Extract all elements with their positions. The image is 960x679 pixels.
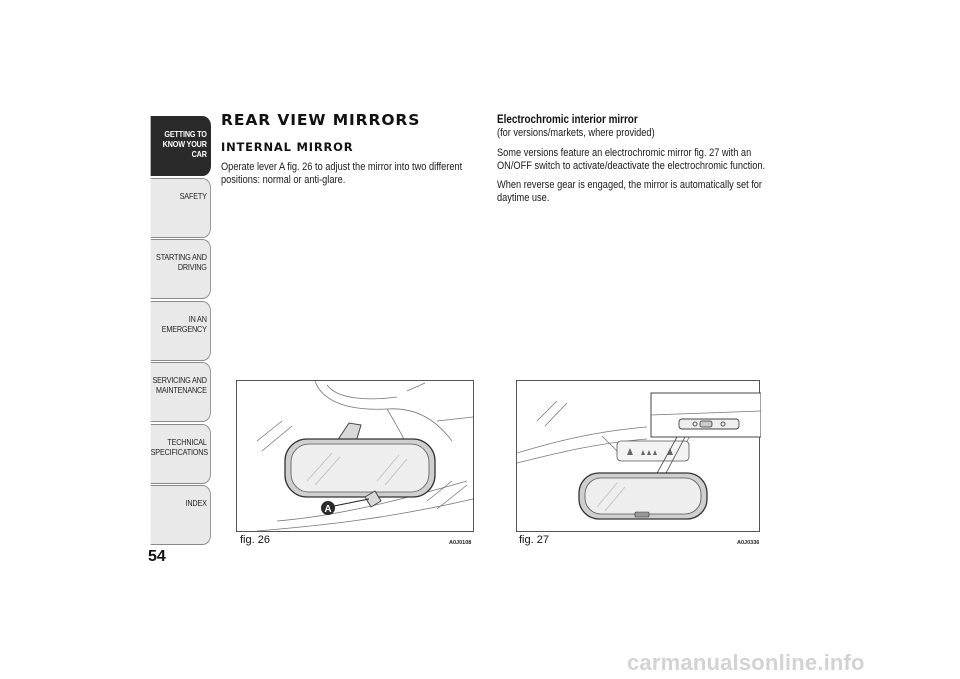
- tab-safety[interactable]: [151, 178, 211, 238]
- chapter-tabs: [140, 116, 211, 547]
- internal-mirror-paragraph: Operate lever A fig. 26 to adjust the mirror into two different positions: normal or anti-glare.: [221, 161, 463, 186]
- availability-note: (for versions/markets, where provided): [497, 127, 655, 139]
- tab-servicing-and-maintenance[interactable]: [151, 362, 211, 422]
- tab-label: GETTING TO KNOW YOUR CAR: [162, 129, 207, 159]
- figure-27-code: A0J0336: [737, 540, 760, 546]
- electrochromic-paragraph-1: Some versions feature an electrochromic mirror fig. 27 with an ON/OFF switch to activate/deactivate the electrochromic function.: [497, 147, 766, 172]
- figure-27-illustration: [516, 380, 760, 532]
- callout-a-text: A: [324, 504, 332, 515]
- figure-26-label: fig. 26: [240, 534, 270, 546]
- electrochromic-paragraph-2: When reverse gear is engaged, the mirror is automatically set for daytime use.: [497, 179, 763, 204]
- tab-in-an-emergency[interactable]: [151, 301, 211, 361]
- mirror-lever-drawing: [237, 381, 475, 533]
- tab-starting-and-driving[interactable]: [151, 239, 211, 299]
- figure-27-label: fig. 27: [519, 534, 549, 546]
- electrochromic-heading: Electrochromic interior mirror: [497, 114, 638, 126]
- tab-index[interactable]: [151, 485, 211, 545]
- watermark: carmanualsonline.info: [627, 650, 865, 675]
- page-number: 54: [148, 548, 166, 565]
- tab-label: SAFETY: [179, 190, 207, 201]
- tab-getting-to-know-your-car[interactable]: [151, 116, 211, 176]
- tab-technical-specifications[interactable]: [151, 424, 211, 484]
- section-heading: REAR VIEW MIRRORS: [221, 111, 421, 129]
- tab-label: TECHNICAL SPECIFICATIONS: [150, 436, 208, 457]
- electrochromic-mirror-drawing: [517, 381, 761, 533]
- figure-26-illustration: [236, 380, 474, 532]
- figure-26-code: A0J0108: [449, 540, 472, 546]
- tab-label: INDEX: [185, 498, 207, 508]
- tab-label: IN AN EMERGENCY: [161, 313, 207, 334]
- subsection-heading: INTERNAL MIRROR: [221, 140, 354, 154]
- tab-label: SERVICING AND MAINTENANCE: [152, 375, 207, 395]
- tab-label: STARTING AND DRIVING: [156, 252, 207, 272]
